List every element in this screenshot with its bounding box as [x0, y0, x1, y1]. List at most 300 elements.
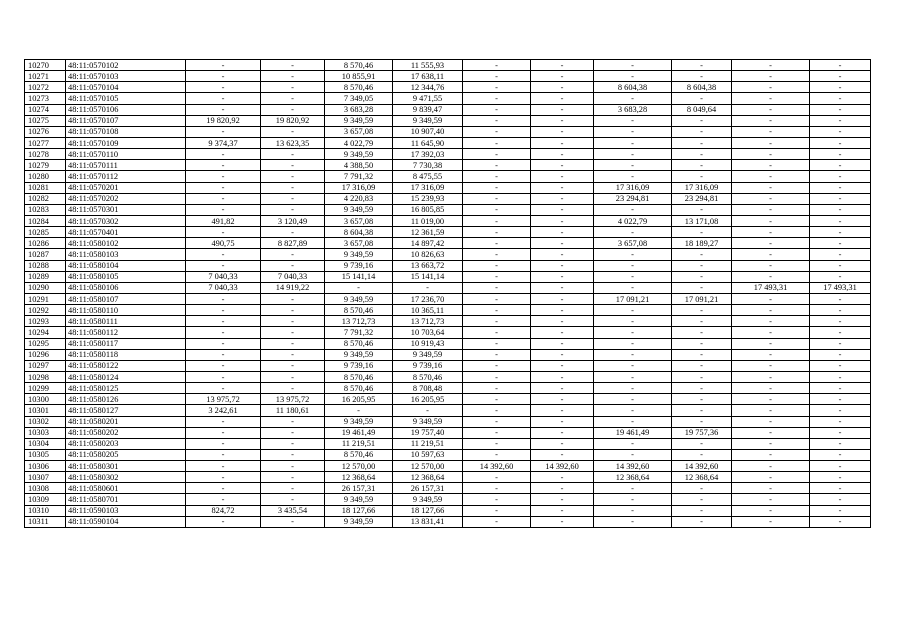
- cadastral-number-cell: 48:11:0580205: [66, 449, 186, 460]
- value-cell: -: [186, 327, 261, 338]
- value-cell: -: [732, 505, 810, 516]
- value-cell: -: [810, 182, 871, 193]
- cadastral-number-cell: 48:11:0580117: [66, 338, 186, 349]
- cadastral-number-cell: 48:11:0570102: [66, 60, 186, 71]
- value-cell: -: [186, 349, 261, 360]
- cadastral-number-cell: 48:11:0570111: [66, 160, 186, 171]
- value-cell: -: [531, 360, 594, 371]
- value-cell: -: [261, 149, 325, 160]
- value-cell: 18 127,66: [325, 505, 393, 516]
- value-cell: -: [463, 427, 531, 438]
- value-cell: -: [186, 227, 261, 238]
- value-cell: 13 663,72: [393, 260, 463, 271]
- row-number-cell: 10272: [25, 82, 66, 93]
- value-cell: -: [810, 137, 871, 148]
- value-cell: 26 157,31: [393, 483, 463, 494]
- value-cell: 13 171,08: [672, 215, 732, 226]
- table-row: [25, 149, 871, 160]
- value-cell: 10 365,11: [393, 305, 463, 316]
- value-cell: 4 388,50: [325, 160, 393, 171]
- value-cell: 14 919,22: [261, 282, 325, 293]
- value-cell: -: [531, 182, 594, 193]
- value-cell: -: [672, 371, 732, 382]
- value-cell: 14 392,60: [463, 461, 531, 472]
- value-cell: 9 349,59: [325, 416, 393, 427]
- value-cell: 12 570,00: [393, 461, 463, 472]
- value-cell: 3 683,28: [594, 104, 672, 115]
- value-cell: -: [261, 472, 325, 483]
- value-cell: -: [261, 338, 325, 349]
- value-cell: -: [463, 282, 531, 293]
- value-cell: -: [672, 60, 732, 71]
- value-cell: -: [531, 115, 594, 126]
- table-row: [25, 293, 871, 304]
- value-cell: -: [261, 126, 325, 137]
- row-number-cell: 10294: [25, 327, 66, 338]
- value-cell: -: [732, 305, 810, 316]
- value-cell: -: [672, 416, 732, 427]
- value-cell: 19 757,40: [393, 427, 463, 438]
- value-cell: -: [261, 227, 325, 238]
- value-cell: 8 570,46: [325, 371, 393, 382]
- value-cell: -: [732, 160, 810, 171]
- value-cell: 3 683,28: [325, 104, 393, 115]
- value-cell: -: [732, 293, 810, 304]
- value-cell: 8 708,48: [393, 383, 463, 394]
- cadastral-number-cell: 48:11:0580203: [66, 438, 186, 449]
- value-cell: -: [261, 249, 325, 260]
- table-row: [25, 516, 871, 527]
- value-cell: -: [732, 483, 810, 494]
- cadastral-number-cell: 48:11:0580111: [66, 316, 186, 327]
- value-cell: -: [810, 438, 871, 449]
- value-cell: -: [732, 227, 810, 238]
- value-cell: -: [810, 383, 871, 394]
- value-cell: -: [531, 238, 594, 249]
- value-cell: -: [463, 305, 531, 316]
- value-cell: -: [810, 349, 871, 360]
- value-cell: -: [672, 316, 732, 327]
- value-cell: -: [463, 60, 531, 71]
- value-cell: -: [672, 71, 732, 82]
- value-cell: -: [594, 405, 672, 416]
- value-cell: -: [594, 305, 672, 316]
- row-number-cell: 10298: [25, 371, 66, 382]
- value-cell: -: [463, 82, 531, 93]
- value-cell: -: [186, 494, 261, 505]
- table-row: [25, 416, 871, 427]
- value-cell: -: [732, 60, 810, 71]
- value-cell: -: [261, 104, 325, 115]
- value-cell: 9 349,59: [393, 349, 463, 360]
- value-cell: 3 435,54: [261, 505, 325, 516]
- value-cell: -: [594, 449, 672, 460]
- value-cell: 10 826,63: [393, 249, 463, 260]
- value-cell: -: [810, 238, 871, 249]
- value-cell: 9 349,59: [325, 149, 393, 160]
- table-row: [25, 483, 871, 494]
- value-cell: -: [594, 204, 672, 215]
- value-cell: -: [531, 137, 594, 148]
- table-row: [25, 461, 871, 472]
- value-cell: -: [531, 160, 594, 171]
- value-cell: -: [732, 149, 810, 160]
- row-number-cell: 10309: [25, 494, 66, 505]
- value-cell: -: [672, 516, 732, 527]
- value-cell: 23 294,81: [594, 193, 672, 204]
- table-row: [25, 383, 871, 394]
- value-cell: -: [186, 293, 261, 304]
- value-cell: -: [810, 260, 871, 271]
- value-cell: 17 638,11: [393, 71, 463, 82]
- value-cell: -: [594, 71, 672, 82]
- value-cell: -: [732, 371, 810, 382]
- table-row: [25, 204, 871, 215]
- value-cell: 3 657,08: [325, 126, 393, 137]
- value-cell: -: [594, 360, 672, 371]
- value-cell: -: [672, 494, 732, 505]
- value-cell: -: [732, 71, 810, 82]
- value-cell: -: [463, 316, 531, 327]
- row-number-cell: 10283: [25, 204, 66, 215]
- cadastral-number-cell: 48:11:0570201: [66, 182, 186, 193]
- row-number-cell: 10279: [25, 160, 66, 171]
- value-cell: -: [672, 126, 732, 137]
- value-cell: -: [594, 416, 672, 427]
- value-cell: -: [393, 282, 463, 293]
- value-cell: -: [732, 405, 810, 416]
- value-cell: -: [732, 427, 810, 438]
- value-cell: -: [261, 461, 325, 472]
- table-row: [25, 93, 871, 104]
- value-cell: -: [594, 137, 672, 148]
- value-cell: -: [531, 204, 594, 215]
- value-cell: 18 189,27: [672, 238, 732, 249]
- value-cell: -: [672, 149, 732, 160]
- value-cell: -: [810, 394, 871, 405]
- table-row: [25, 249, 871, 260]
- value-cell: 15 141,14: [393, 271, 463, 282]
- value-cell: -: [463, 394, 531, 405]
- value-cell: -: [810, 371, 871, 382]
- value-cell: -: [672, 115, 732, 126]
- value-cell: -: [463, 327, 531, 338]
- value-cell: -: [261, 60, 325, 71]
- value-cell: 11 219,51: [393, 438, 463, 449]
- value-cell: -: [732, 104, 810, 115]
- cadastral-number-cell: 48:11:0570103: [66, 71, 186, 82]
- table-row: [25, 160, 871, 171]
- value-cell: 7 791,32: [325, 171, 393, 182]
- value-cell: 8 604,38: [325, 227, 393, 238]
- value-cell: -: [810, 516, 871, 527]
- row-number-cell: 10287: [25, 249, 66, 260]
- value-cell: 12 344,76: [393, 82, 463, 93]
- value-cell: -: [810, 494, 871, 505]
- table-row: [25, 338, 871, 349]
- value-cell: -: [261, 171, 325, 182]
- value-cell: -: [732, 204, 810, 215]
- value-cell: -: [186, 60, 261, 71]
- row-number-cell: 10271: [25, 71, 66, 82]
- value-cell: -: [261, 483, 325, 494]
- value-cell: 4 220,83: [325, 193, 393, 204]
- table-row: [25, 449, 871, 460]
- table-row: [25, 82, 871, 93]
- cadastral-number-cell: 48:11:0570109: [66, 137, 186, 148]
- cadastral-number-cell: 48:11:0580302: [66, 472, 186, 483]
- value-cell: 16 205,95: [393, 394, 463, 405]
- value-cell: 14 392,60: [672, 461, 732, 472]
- cadastral-number-cell: 48:11:0570302: [66, 215, 186, 226]
- value-cell: -: [732, 438, 810, 449]
- value-cell: -: [594, 160, 672, 171]
- value-cell: -: [261, 93, 325, 104]
- value-cell: -: [810, 71, 871, 82]
- value-cell: 4 022,79: [325, 137, 393, 148]
- value-cell: 9 349,59: [325, 204, 393, 215]
- row-number-cell: 10277: [25, 137, 66, 148]
- value-cell: 12 368,64: [594, 472, 672, 483]
- value-cell: 17 493,31: [732, 282, 810, 293]
- row-number-cell: 10290: [25, 282, 66, 293]
- value-cell: -: [810, 316, 871, 327]
- value-cell: -: [186, 449, 261, 460]
- value-cell: 7 040,33: [261, 271, 325, 282]
- value-cell: -: [531, 126, 594, 137]
- value-cell: -: [810, 171, 871, 182]
- value-cell: -: [732, 494, 810, 505]
- row-number-cell: 10278: [25, 149, 66, 160]
- row-number-cell: 10288: [25, 260, 66, 271]
- value-cell: -: [531, 305, 594, 316]
- value-cell: 17 493,31: [810, 282, 871, 293]
- value-cell: -: [531, 505, 594, 516]
- value-cell: -: [463, 115, 531, 126]
- value-cell: -: [594, 60, 672, 71]
- value-cell: -: [810, 405, 871, 416]
- value-cell: -: [672, 349, 732, 360]
- value-cell: 8 570,46: [325, 60, 393, 71]
- value-cell: -: [594, 271, 672, 282]
- value-cell: 9 739,16: [325, 260, 393, 271]
- cadastral-number-cell: 48:11:0580112: [66, 327, 186, 338]
- row-number-cell: 10307: [25, 472, 66, 483]
- value-cell: -: [261, 160, 325, 171]
- value-cell: 9 739,16: [393, 360, 463, 371]
- cadastral-number-cell: 48:11:0570202: [66, 193, 186, 204]
- value-cell: 12 368,64: [672, 472, 732, 483]
- table-row: [25, 182, 871, 193]
- table-row: [25, 260, 871, 271]
- value-cell: -: [732, 383, 810, 394]
- value-cell: 9 471,55: [393, 93, 463, 104]
- value-cell: -: [186, 305, 261, 316]
- value-cell: -: [672, 327, 732, 338]
- value-cell: -: [463, 171, 531, 182]
- row-number-cell: 10276: [25, 126, 66, 137]
- value-cell: -: [810, 449, 871, 460]
- value-cell: -: [463, 472, 531, 483]
- value-cell: 7 730,38: [393, 160, 463, 171]
- value-cell: 8 827,89: [261, 238, 325, 249]
- value-cell: 10 855,91: [325, 71, 393, 82]
- value-cell: -: [186, 71, 261, 82]
- value-cell: -: [186, 182, 261, 193]
- value-cell: -: [463, 238, 531, 249]
- value-cell: -: [672, 204, 732, 215]
- value-cell: -: [810, 416, 871, 427]
- value-cell: 18 127,66: [393, 505, 463, 516]
- value-cell: -: [594, 494, 672, 505]
- value-cell: 12 368,64: [393, 472, 463, 483]
- row-number-cell: 10273: [25, 93, 66, 104]
- value-cell: -: [810, 293, 871, 304]
- value-cell: 8 604,38: [672, 82, 732, 93]
- value-cell: -: [261, 293, 325, 304]
- row-number-cell: 10275: [25, 115, 66, 126]
- value-cell: 3 657,08: [325, 215, 393, 226]
- value-cell: -: [810, 104, 871, 115]
- value-cell: -: [531, 227, 594, 238]
- row-number-cell: 10310: [25, 505, 66, 516]
- value-cell: -: [261, 416, 325, 427]
- value-cell: 3 657,08: [594, 238, 672, 249]
- value-cell: -: [186, 338, 261, 349]
- row-number-cell: 10296: [25, 349, 66, 360]
- value-cell: 7 349,05: [325, 93, 393, 104]
- value-cell: 17 316,09: [393, 182, 463, 193]
- value-cell: 19 461,49: [594, 427, 672, 438]
- value-cell: -: [261, 316, 325, 327]
- row-number-cell: 10304: [25, 438, 66, 449]
- value-cell: -: [672, 137, 732, 148]
- value-cell: 17 236,70: [393, 293, 463, 304]
- value-cell: -: [672, 338, 732, 349]
- value-cell: 12 361,59: [393, 227, 463, 238]
- value-cell: -: [261, 449, 325, 460]
- row-number-cell: 10305: [25, 449, 66, 460]
- value-cell: 8 570,46: [325, 383, 393, 394]
- value-cell: 15 239,93: [393, 193, 463, 204]
- value-cell: 8 604,38: [594, 82, 672, 93]
- value-cell: -: [672, 249, 732, 260]
- value-cell: -: [810, 483, 871, 494]
- value-cell: -: [261, 193, 325, 204]
- value-cell: -: [186, 171, 261, 182]
- value-cell: -: [463, 349, 531, 360]
- value-cell: -: [531, 249, 594, 260]
- value-cell: 11 180,61: [261, 405, 325, 416]
- value-cell: 3 120,49: [261, 215, 325, 226]
- value-cell: -: [594, 316, 672, 327]
- value-cell: 17 392,03: [393, 149, 463, 160]
- cadastral-number-cell: 48:11:0580106: [66, 282, 186, 293]
- value-cell: 8 049,64: [672, 104, 732, 115]
- value-cell: -: [732, 182, 810, 193]
- value-cell: -: [531, 93, 594, 104]
- value-cell: 9 349,59: [325, 349, 393, 360]
- value-cell: 3 657,08: [325, 238, 393, 249]
- value-cell: 7 040,33: [186, 271, 261, 282]
- cadastral-number-cell: 48:11:0580126: [66, 394, 186, 405]
- value-cell: 12 570,00: [325, 461, 393, 472]
- value-cell: -: [463, 215, 531, 226]
- cadastral-number-cell: 48:11:0580110: [66, 305, 186, 316]
- value-cell: -: [531, 316, 594, 327]
- value-cell: -: [531, 405, 594, 416]
- value-cell: -: [186, 160, 261, 171]
- value-cell: 10 597,63: [393, 449, 463, 460]
- value-cell: 9 349,59: [325, 249, 393, 260]
- row-number-cell: 10306: [25, 461, 66, 472]
- table-row: [25, 171, 871, 182]
- value-cell: -: [463, 249, 531, 260]
- value-cell: -: [732, 238, 810, 249]
- value-cell: -: [531, 494, 594, 505]
- value-cell: -: [531, 427, 594, 438]
- table-row: [25, 394, 871, 405]
- value-cell: 23 294,81: [672, 193, 732, 204]
- value-cell: -: [531, 438, 594, 449]
- value-cell: -: [261, 516, 325, 527]
- value-cell: 17 091,21: [672, 293, 732, 304]
- value-cell: -: [810, 327, 871, 338]
- value-cell: -: [672, 383, 732, 394]
- value-cell: 490,75: [186, 238, 261, 249]
- value-cell: -: [672, 171, 732, 182]
- cadastral-number-cell: 48:11:0580105: [66, 271, 186, 282]
- value-cell: -: [732, 327, 810, 338]
- value-cell: 17 316,09: [594, 182, 672, 193]
- value-cell: 7 791,32: [325, 327, 393, 338]
- value-cell: -: [186, 483, 261, 494]
- value-cell: -: [531, 516, 594, 527]
- value-cell: -: [463, 293, 531, 304]
- value-cell: 16 205,95: [325, 394, 393, 405]
- value-cell: -: [810, 249, 871, 260]
- value-cell: -: [594, 115, 672, 126]
- value-cell: -: [531, 271, 594, 282]
- value-cell: -: [261, 260, 325, 271]
- value-cell: -: [463, 438, 531, 449]
- row-number-cell: 10302: [25, 416, 66, 427]
- value-cell: -: [463, 483, 531, 494]
- value-cell: -: [672, 405, 732, 416]
- value-cell: -: [463, 137, 531, 148]
- row-number-cell: 10289: [25, 271, 66, 282]
- cadastral-number-cell: 48:11:0580701: [66, 494, 186, 505]
- value-cell: -: [732, 249, 810, 260]
- value-cell: -: [261, 182, 325, 193]
- value-cell: -: [463, 494, 531, 505]
- value-cell: 13 975,72: [261, 394, 325, 405]
- value-cell: 8 570,46: [325, 449, 393, 460]
- row-number-cell: 10281: [25, 182, 66, 193]
- value-cell: -: [810, 160, 871, 171]
- row-number-cell: 10292: [25, 305, 66, 316]
- value-cell: -: [531, 327, 594, 338]
- value-cell: -: [186, 438, 261, 449]
- value-cell: -: [463, 193, 531, 204]
- value-cell: -: [186, 193, 261, 204]
- table-row: [25, 327, 871, 338]
- cadastral-number-cell: 48:11:0570106: [66, 104, 186, 115]
- value-cell: 7 040,33: [186, 282, 261, 293]
- table-row: [25, 115, 871, 126]
- value-cell: -: [672, 438, 732, 449]
- value-cell: 26 157,31: [325, 483, 393, 494]
